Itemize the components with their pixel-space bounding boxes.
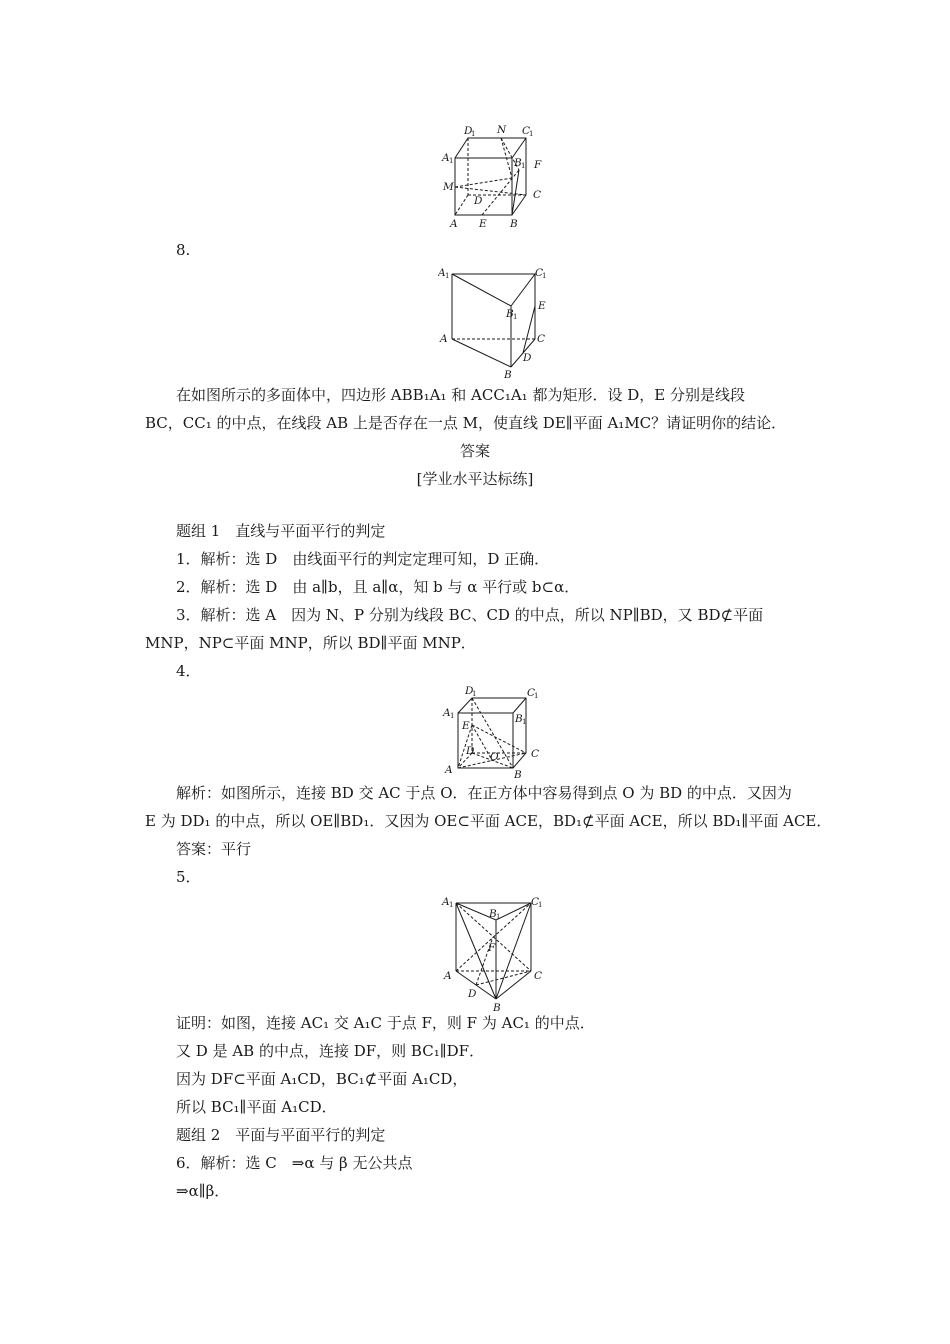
- prism-figure-problem8: [438, 264, 558, 380]
- label-b: B: [514, 769, 522, 780]
- label-a1: A: [442, 896, 450, 908]
- label-d: D: [523, 352, 532, 364]
- label-a1: A: [443, 707, 451, 719]
- label-a1-sub: 1: [449, 901, 454, 909]
- label-b1: B: [514, 157, 522, 169]
- label-n: N: [497, 124, 507, 136]
- answer-3-line-2: MNP，NP⊂平面 MNP，所以 BD∥平面 MNP．: [145, 634, 476, 652]
- label-f: F: [488, 942, 496, 954]
- answer-6-line-2: ⇒α∥β．: [176, 1182, 230, 1200]
- answer-4-final: 答案：平行: [176, 840, 252, 858]
- label-o: O: [490, 751, 499, 763]
- label-e: E: [479, 218, 487, 230]
- answer-4-line-2: E 为 DD₁ 的中点，所以 OE∥BD₁．又因为 OE⊂平面 ACE，BD₁⊄平面 ACE，所以 BD₁∥平面 ACE．: [145, 812, 832, 830]
- label-d: D: [466, 745, 475, 757]
- label-d: D: [474, 195, 483, 207]
- answer-2: 2．解析：选 D 由 a∥b，且 a∥α，知 b 与 α 平行或 b⊂α．: [176, 578, 580, 596]
- answer-5-line-2: 又 D 是 AB 的中点，连接 DF，则 BC₁∥DF．: [176, 1042, 485, 1060]
- label-a1: A: [442, 152, 450, 164]
- label-d1-sub: 1: [472, 690, 477, 698]
- label-a: A: [450, 218, 458, 230]
- label-c1: C: [527, 687, 536, 699]
- label-a1-sub: 1: [445, 272, 450, 280]
- label-b1: B: [506, 308, 514, 320]
- label-b1: B: [489, 908, 497, 920]
- label-c1: C: [535, 267, 544, 279]
- label-b1: B: [515, 713, 523, 725]
- label-a: A: [445, 764, 453, 776]
- label-a: A: [444, 970, 452, 982]
- label-d1-sub: 1: [471, 130, 476, 138]
- label-b1-sub: 1: [496, 913, 501, 921]
- label-b1-sub: 1: [522, 718, 527, 726]
- label-a1-sub: 1: [450, 712, 455, 720]
- label-c1: C: [531, 896, 540, 908]
- prism-figure-problem5: [440, 893, 550, 1013]
- label-c1-sub: 1: [529, 130, 534, 138]
- cube-figure-problem4: [440, 685, 550, 780]
- label-c1-sub: 1: [534, 692, 539, 700]
- label-c: C: [534, 970, 543, 982]
- problem-8-text-2: BC，CC₁ 的中点，在线段 AB 上是否存在一点 M，使直线 DE∥平面 A₁MC？请证明你的结论．: [145, 414, 787, 432]
- cube-figure-mnef: [438, 120, 548, 235]
- label-a1-sub: 1: [449, 157, 454, 165]
- label-d: D: [468, 988, 477, 1000]
- problem-8-number: 8.: [176, 241, 191, 259]
- label-b: B: [504, 369, 512, 380]
- answer-4-line-1: 解析：如图所示，连接 BD 交 AC 于点 O．在正方体中容易得到点 O 为 BD 的中点．又因为: [176, 784, 792, 802]
- label-e: E: [538, 300, 546, 312]
- label-c: C: [531, 748, 540, 760]
- group-2-title: 题组 2 平面与平面平行的判定: [176, 1126, 386, 1144]
- answer-5-line-4: 所以 BC₁∥平面 A₁CD．: [176, 1098, 337, 1116]
- section-heading: [学业水平达标练]: [416, 470, 534, 488]
- label-b1-sub: 1: [521, 162, 526, 170]
- label-b: B: [510, 218, 518, 230]
- label-c1-sub: 1: [542, 272, 547, 280]
- label-b: B: [493, 1002, 501, 1013]
- group-1-title: 题组 1 直线与平面平行的判定: [176, 522, 386, 540]
- answer-4-number: 4．: [176, 662, 201, 680]
- label-d1: D: [464, 125, 473, 137]
- label-m: M: [443, 181, 454, 193]
- answer-5-number: 5．: [176, 868, 201, 886]
- answer-6-line-1: 6．解析：选 C ⇒α 与 β 无公共点: [176, 1154, 413, 1172]
- label-d1: D: [465, 685, 474, 697]
- label-c1-sub: 1: [538, 901, 543, 909]
- answer-heading: 答案: [459, 442, 490, 460]
- answer-5-line-3: 因为 DF⊂平面 A₁CD，BC₁⊄平面 A₁CD，: [176, 1070, 468, 1088]
- answer-5-line-1: 证明：如图，连接 AC₁ 交 A₁C 于点 F，则 F 为 AC₁ 的中点．: [176, 1014, 595, 1032]
- label-c: C: [537, 333, 546, 345]
- label-b1-sub: 1: [513, 313, 518, 321]
- answer-1: 1．解析：选 D 由线面平行的判定定理可知，D 正确．: [176, 550, 550, 568]
- answer-3-line-1: 3．解析：选 A 因为 N、P 分别为线段 BC、CD 的中点，所以 NP∥BD，又 BD⊄平面: [176, 606, 764, 624]
- label-a1: A: [438, 267, 446, 279]
- label-a: A: [440, 333, 448, 345]
- label-c1: C: [522, 125, 531, 137]
- label-e: E: [462, 720, 470, 732]
- label-c: C: [533, 189, 542, 201]
- label-f: F: [534, 159, 542, 171]
- problem-8-text-1: 在如图所示的多面体中，四边形 ABB₁A₁ 和 ACC₁A₁ 都为矩形．设 D，E 分别是线段: [176, 386, 745, 404]
